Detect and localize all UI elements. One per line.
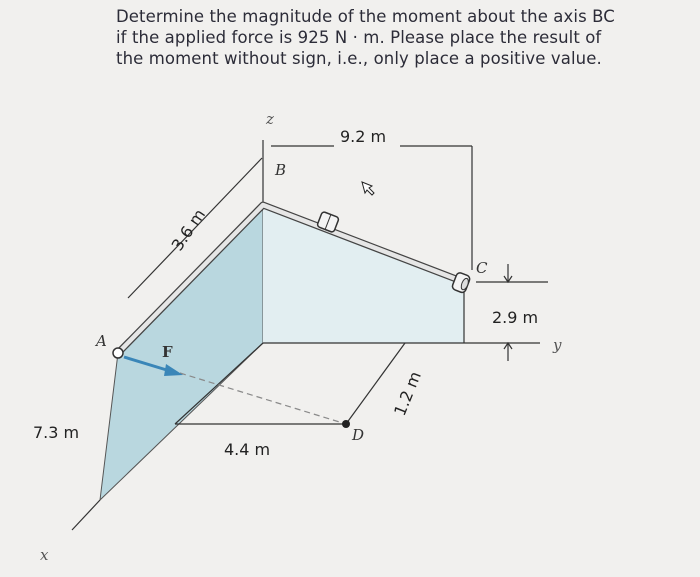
dim-label-73: 7.3 m	[33, 423, 80, 442]
dim-label-29: 2.9 m	[492, 308, 539, 327]
mouse-cursor-icon	[362, 182, 374, 195]
axis-label-x: x	[40, 546, 49, 564]
dim-label-92: 9.2 m	[340, 127, 387, 146]
dim-label-44: 4.4 m	[224, 440, 271, 459]
axis-label-z: z	[266, 110, 274, 128]
dim-label-12: 1.2 m	[390, 368, 425, 419]
point-d-marker	[342, 420, 350, 428]
problem-line-1: Determine the magnitude of the moment about the axis BC	[116, 7, 615, 26]
problem-line-3: the moment without sign, i.e., only place a positive value.	[116, 49, 602, 68]
point-a-marker	[113, 348, 123, 358]
point-label-b: B	[275, 161, 287, 179]
point-label-c: C	[476, 259, 488, 277]
dim-label-36: 3.6 m	[167, 205, 210, 255]
problem-line-2: if the applied force is 925 N · m. Please place the result of	[116, 28, 602, 47]
point-label-a: A	[96, 332, 107, 350]
axis-label-y: y	[553, 336, 562, 354]
force-label: F	[162, 343, 173, 361]
point-label-d: D	[352, 426, 365, 444]
x-axis-line	[72, 500, 100, 530]
